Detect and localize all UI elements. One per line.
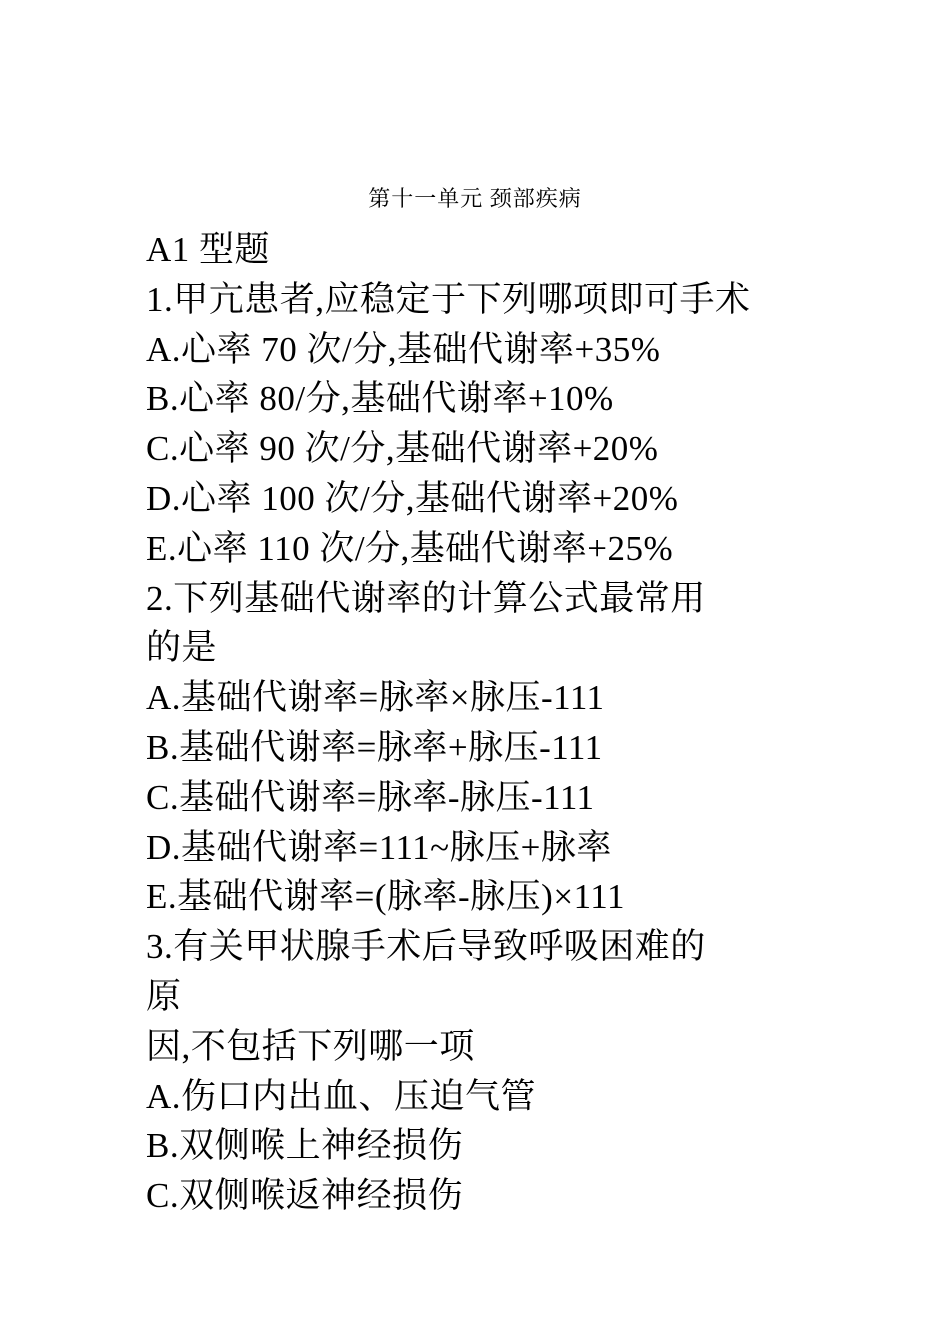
document-title: 第十一单元 颈部疾病 [368,186,582,211]
question-stem-continued: 原 [146,976,182,1016]
option-b: B.双侧喉上神经损伤 [146,1126,464,1166]
option-a: A.伤口内出血、压迫气管 [146,1076,537,1116]
document-body [146,225,826,1221]
option-d: D.心率 100 次/分,基础代谢率+20% [146,478,679,518]
question-1 [146,275,826,574]
section-heading: A1 型题 [146,230,271,269]
option-a: A.心率 70 次/分,基础代谢率+35% [146,329,661,369]
question-stem: 1.甲亢患者,应稳定于下列哪项即可手术 [146,279,751,319]
question-stem-continued: 因,不包括下列哪一项 [146,1026,475,1066]
option-a: A.基础代谢率=脉率×脉压-111 [146,678,605,718]
option-c: C.心率 90 次/分,基础代谢率+20% [146,429,659,469]
question-3 [146,922,826,1221]
question-stem: 3.有关甲状腺手术后导致呼吸困难的 [146,927,706,967]
option-e: E.基础代谢率=(脉率-脉压)×111 [146,877,625,917]
option-d: D.基础代谢率=111~脉压+脉率 [146,827,612,867]
option-b: B.基础代谢率=脉率+脉压-111 [146,727,603,767]
question-2 [146,574,826,923]
question-stem-continued: 的是 [146,628,218,668]
option-c: C.双侧喉返神经损伤 [146,1176,464,1216]
option-e: E.心率 110 次/分,基础代谢率+25% [146,528,674,568]
option-c: C.基础代谢率=脉率-脉压-111 [146,777,595,817]
option-b: B.心率 80/分,基础代谢率+10% [146,379,614,419]
question-stem: 2.下列基础代谢率的计算公式最常用 [146,578,706,618]
